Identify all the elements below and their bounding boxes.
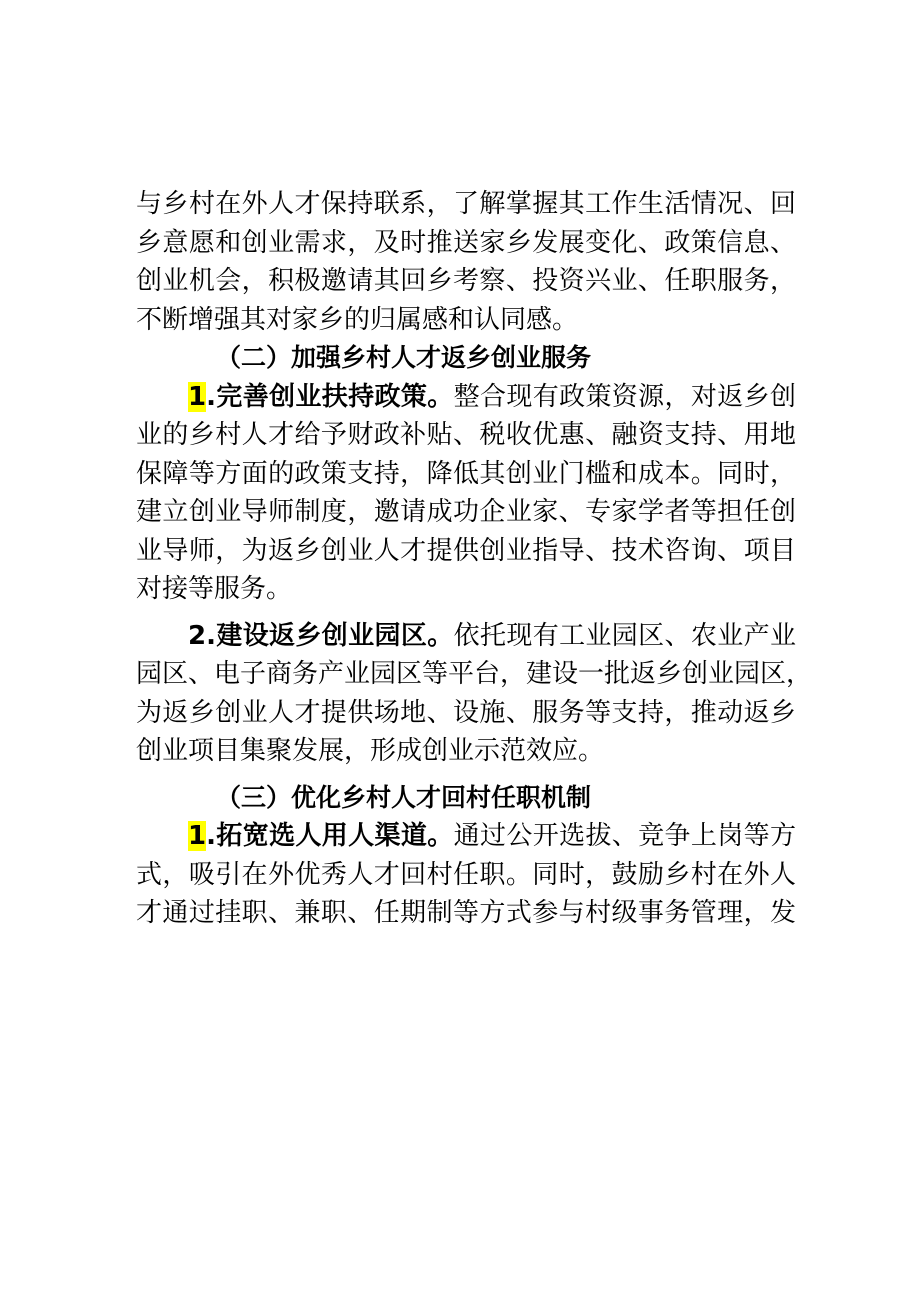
- item-first-text: 依托现有工业园区、农业产业: [453, 620, 796, 651]
- section-heading-3: （三）优化乡村人才回村任职机制: [216, 782, 592, 812]
- text-line: 对接等服务。: [136, 574, 293, 604]
- section-heading-2: （二）加强乡村人才返乡创业服务: [216, 343, 592, 372]
- paragraph-continuation: [136, 185, 796, 339]
- text-line: 与乡村在外人才保持联系，了解掌握其工作生活情况、回: [136, 189, 796, 219]
- text-line: 园区、电子商务产业园区等平台，建设一批返乡创业园区，: [136, 659, 813, 689]
- item-lead-title: 拓宽选人用人渠道。: [215, 821, 454, 851]
- paragraph-item-2: [136, 617, 813, 771]
- text-line: 业导师，为返乡创业人才提供创业指导、技术咨询、项目: [136, 535, 796, 566]
- item-number-highlight: 1: [188, 381, 207, 412]
- item-number-highlight: 1: [188, 821, 207, 851]
- text-line: 创业项目集聚发展，形成创业示范效应。: [136, 736, 605, 766]
- text-line: 为返乡创业人才提供场地、设施、服务等支持，推动返乡: [136, 697, 796, 728]
- text-line: 业的乡村人才给予财政补贴、税收优惠、融资支持、用地: [136, 420, 796, 450]
- document-body: [136, 185, 813, 933]
- item-number-dot: .: [206, 381, 216, 412]
- paragraph-gap: [136, 771, 796, 779]
- item-lead-title: 完善创业扶持政策。: [215, 381, 454, 412]
- text-line: 才通过挂职、兼职、任期制等方式参与村级事务管理，发: [136, 898, 796, 928]
- paragraph-item-1: [136, 378, 796, 609]
- item-number: 2.: [188, 620, 216, 651]
- item-lead-title: 建设返乡创业园区。: [215, 620, 454, 651]
- text-line: 不断增强其对家乡的归属感和认同感。: [136, 304, 579, 335]
- text-line: 建立创业导师制度，邀请成功企业家、专家学者等担任创: [136, 497, 796, 527]
- item-first-text: 整合现有政策资源，对返乡创: [453, 381, 796, 412]
- text-line-first: [136, 378, 796, 417]
- text-line-first: [136, 817, 796, 856]
- text-line: 保障等方面的政策支持，降低其创业门槛和成本。同时，: [136, 458, 796, 489]
- item-first-text: 通过公开选拔、竞争上岗等方: [453, 821, 796, 851]
- text-line: 式，吸引在外优秀人才回村任职。同时，鼓励乡村在外人: [136, 859, 796, 890]
- paragraph-item-3: [136, 817, 796, 933]
- text-line: 乡意愿和创业需求，及时推送家乡发展变化、政策信息、: [136, 227, 796, 258]
- text-line-first: [136, 617, 796, 656]
- paragraph-gap: [136, 609, 796, 617]
- item-number-dot: .: [206, 821, 216, 851]
- text-line: 创业机会，积极邀请其回乡考察、投资兴业、任职服务，: [136, 266, 796, 296]
